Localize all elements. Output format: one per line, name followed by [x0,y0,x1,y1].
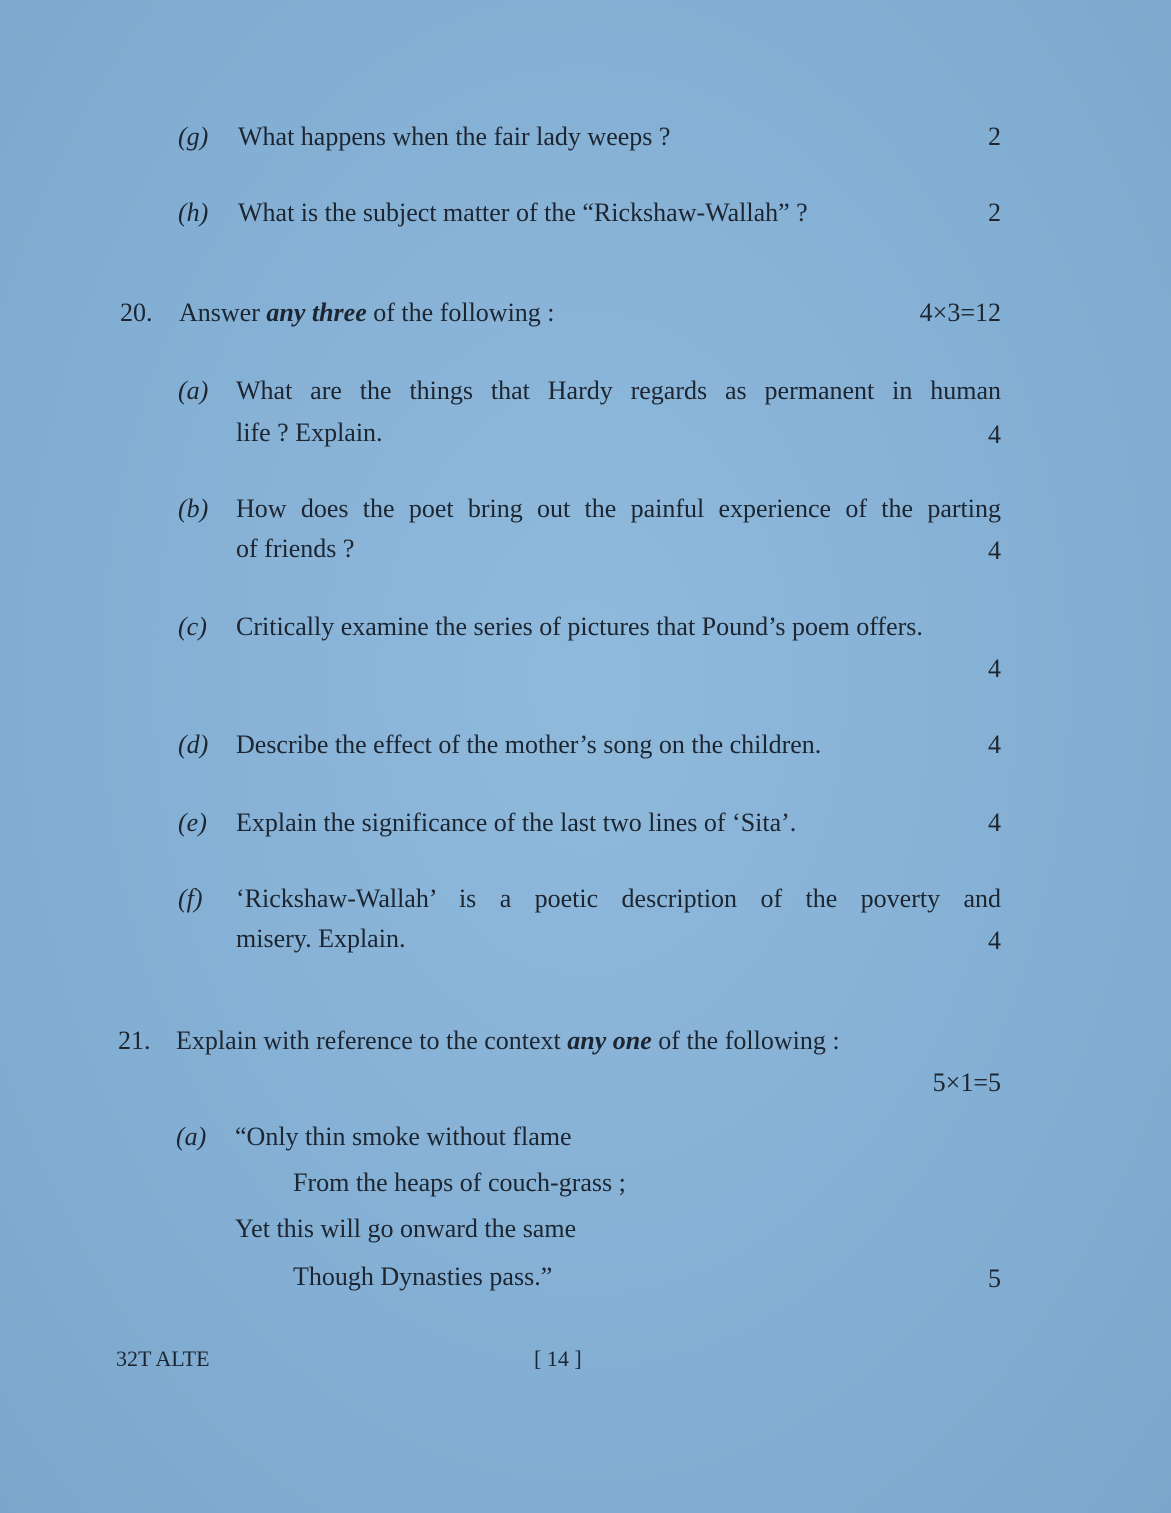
q20e-text: Explain the significance of the last two lines of ‘Sita’. [236,808,797,837]
q20e-label: (e) [178,808,207,837]
q21a-line1: “Only thin smoke without flame [235,1122,572,1151]
q20a-label: (a) [178,376,209,405]
q20b-line1: How does the poet bring out the painful experience of the parting [236,494,1001,523]
q21-instr-post: of the following : [651,1026,840,1055]
q20-instr-post: of the following : [366,298,555,327]
q20f-line2: misery. Explain. [236,924,406,953]
q21a-line3: Yet this will go onward the same [235,1214,577,1243]
q21a-line4: Though Dynasties pass.” [293,1262,553,1291]
q20-instr-pre: Answer [179,298,267,327]
q20a-line1: What are the things that Hardy regards as permanent in human [236,376,1001,405]
q20-instruction [179,298,555,328]
q20f-marks: 4 [988,926,1001,955]
q20c-marks: 4 [988,654,1001,683]
paper-code: 32T ALTE [116,1346,210,1371]
q21-instr-pre: Explain with reference to the context [176,1026,568,1055]
q19g-label: (g) [178,122,209,151]
q21-instr-emphasis: any one [567,1026,652,1055]
page-number: [ 14 ] [534,1346,582,1371]
q20-number: 20. [120,298,153,327]
q19g-text: What happens when the fair lady weeps ? [238,122,671,151]
q20f-line1: ‘Rickshaw-Wallah’ is a poetic description of the poverty and [236,884,1001,913]
q20-marks: 4×3=12 [919,298,1001,327]
q21a-line2: From the heaps of couch-grass ; [293,1168,626,1197]
q21-marks: 5×1=5 [932,1068,1001,1097]
q20d-label: (d) [178,730,209,759]
q20c-line1: Critically examine the series of pictures that Pound’s poem offers. [236,612,923,641]
q21-number: 21. [118,1026,151,1055]
q21a-marks: 5 [988,1264,1001,1293]
q20-instr-emphasis: any three [266,298,367,327]
q19h-label: (h) [178,198,209,227]
q20e-marks: 4 [988,808,1001,837]
q20d-text: Describe the effect of the mother’s song on the children. [236,730,822,759]
q20a-marks: 4 [988,420,1001,449]
q20f-label: (f) [178,884,203,913]
q20b-label: (b) [178,494,209,523]
q20d-marks: 4 [988,730,1001,759]
q19h-marks: 2 [988,198,1001,227]
q20a-line2: life ? Explain. [236,418,383,447]
q19g-marks: 2 [988,122,1001,151]
q21a-label: (a) [176,1122,207,1151]
q20c-label: (c) [178,612,207,641]
q21-instruction [176,1026,840,1056]
q19h-text: What is the subject matter of the “Rickshaw-Wallah” ? [238,198,808,227]
q20b-marks: 4 [988,536,1001,565]
q20b-line2: of friends ? [236,534,355,563]
